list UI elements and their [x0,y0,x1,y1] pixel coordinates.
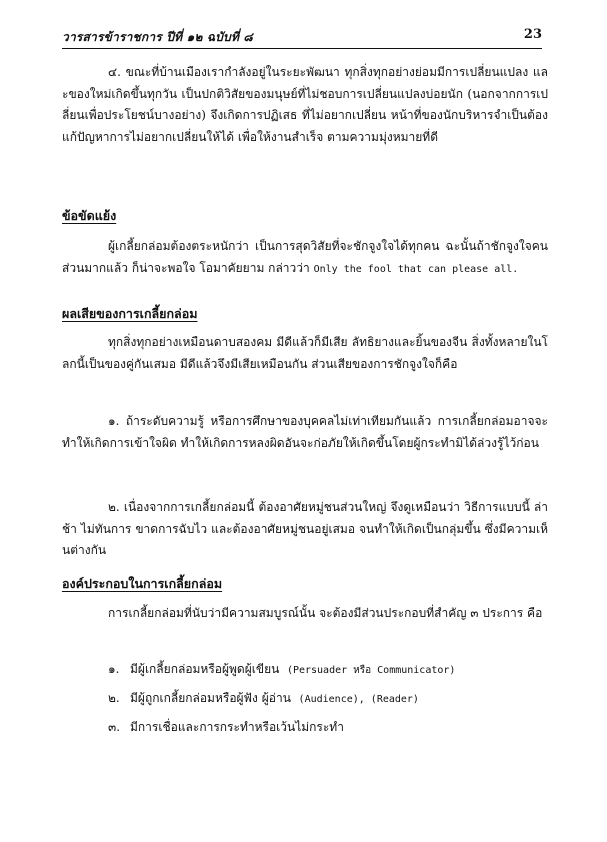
list-item-number: ๓. [108,720,121,734]
list-item-english: (Audience), (Reader) [298,694,419,705]
page-header [62,26,542,49]
section-heading-components: องค์ประกอบในการเกลี้ยกล่อม [62,576,223,591]
english-quote: Only the fool that can please all. [313,263,519,275]
list-item [108,660,548,680]
paragraph-components-intro: การเกลี้ยกล่อมที่นับว่ามีความสมบูรณ์นั้น จะต้องมีส่วนประกอบที่สำคัญ ๓ ประการ คือ [108,606,543,620]
list-item-english: (Persuader หรือ Communicator) [286,665,456,676]
paragraph-double-edged-sword: ทุกสิ่งทุกอย่างเหมือนดาบสองคม มีดีแล้วก็มีเสีย ลัทธิยางและยิ้นของจีน สิ่งทั้งหลายในโลกนี้เป็นของคู่กันเสมอ มีดีแล้วจึงมีเสียเหมือนกัน ส่วนเสียของการชักจูงใจก็คือ [62,335,548,371]
paragraph-text: ผู้เกลี้ยกล่อมต้องตระหนักว่า เป็นการสุดวิสัยที่จะชักจูงใจได้ทุกคน ฉะนั้นถ้าชักจูงใจคนส่วนมากแล้ว ก็น่าจะพอใจ โอมาคัยยาม กล่าวว่า [62,239,548,275]
list-item-text: มีการเชื่อและการกระทำหรือเว้นไม่กระทำ [130,720,344,734]
list-item-text: มีผู้เกลี้ยกล่อมหรือผู้พูดผู้เขียน [130,662,280,676]
list-item [108,689,548,709]
list-item-number: ๑. [108,662,120,676]
list-item-number: ๒. [108,691,120,705]
page-number: 23 [523,27,542,42]
section-heading-disadvantages: ผลเสียของการเกลี้ยกล่อม [62,306,198,321]
journal-title: วารสารข้าราชการ ปีที่ ๑๒ ฉบับที่ ๘ [62,30,253,44]
paragraph-change-resistance: ๔. ขณะที่บ้านเมืองเรากำลังอยู่ในระยะพัฒนา ทุกสิ่งทุกอย่างย่อมมีการเปลี่ยนแปลง และของใหม่เกิดขึ้นทุกวัน เป็นปกติวิสัยของมนุษย์ที่ไม่ชอบการเปลี่ยนแปลงบ่อยนัก (นอกจากการเปลี่ยนเพื่อประโยชน์บางอย่าง) จึงเกิดการปฏิเสธ ที่ไม่อยากเปลี่ยน หน้าที่ของนักบริหารจำเป็นต้องแก้ปัญหาการไม่อยากเปลี่ยนให้ได้ เพื่อให้งานสำเร็จ ตามความมุ่งหมายที่ดี [62,65,548,144]
list-item-text: มีผู้ถูกเกลี้ยกล่อมหรือผู้ฟัง ผู้อ่าน [130,691,291,705]
paragraph-disadvantage-1: ๑. ถ้าระดับความรู้ หรือการศึกษาของบุคคลไม่เท่าเทียมกันแล้ว การเกลี้ยกล่อมอาจจะทำให้เกิดการเข้าใจผิด ทำให้เกิดการหลงผิดอันจะก่อภัยให้เกิดขึ้นโดยผู้กระทำมิได้ล่วงรู้ไว้ก่อน [62,414,548,450]
paragraph-disadvantage-2: ๒. เนื่องจากการเกลี้ยกล่อมนี้ ต้องอาศัยหมู่ชนส่วนใหญ่ จึงดูเหมือนว่า วิธีการแบบนี้ ล่าช้า ไม่ทันการ ขาดการฉับไว และต้องอาศัยหมู่ชนอยู่เสมอ จนทำให้เกิดเป็นกลุ่มขึ้น ซึ่งมีความเห็นต่างกัน [62,500,548,557]
paragraph-cannot-please-all [62,236,548,280]
section-heading-conflict: ข้อขัดแย้ง [62,208,117,223]
list-item [108,718,548,736]
